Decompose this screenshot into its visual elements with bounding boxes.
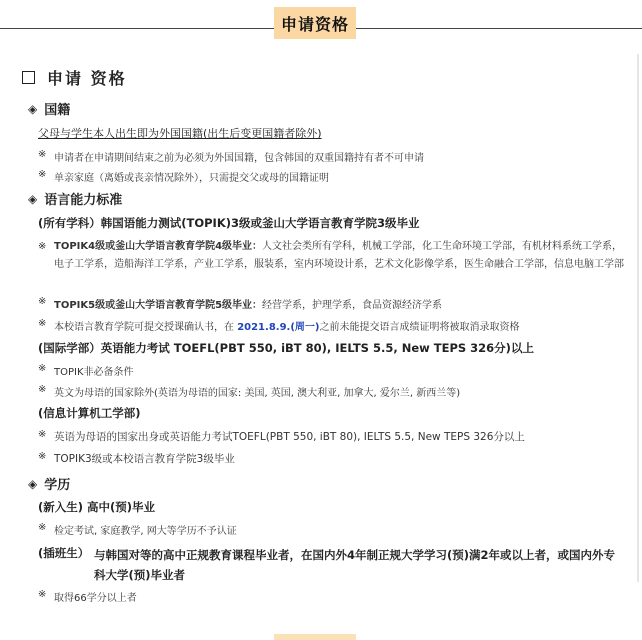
note-item (38, 384, 460, 399)
note-text: TOPIK非必备条件 (54, 367, 134, 378)
note-mark-icon: ※ (38, 589, 47, 600)
note-item (38, 363, 134, 378)
header-bar (0, 0, 642, 46)
note-mark-icon: ※ (38, 149, 47, 160)
section-heading-text: 学历 (44, 478, 71, 493)
education-freshman: (新入生) 高中(预)毕业 (38, 500, 156, 514)
note-item (38, 522, 237, 537)
topik5-majors: 经营学系，护理学系，食品资源经济学系 (262, 300, 443, 311)
language-it: (信息计算机工学部) (38, 406, 141, 420)
page-title-text: 申请 资格 (47, 69, 127, 88)
education-transfer-label: (插班生） (38, 546, 90, 560)
education-transfer-text: 与韩国对等的高中正规教育课程毕业者，在国内外4年制正规大学学习(预)满2年或以上者，或国内外专科大学(预)毕业者 (94, 548, 616, 582)
note-text: 英文为母语的国家除外(英语为母语的国家: 美国, 英国, 澳大利亚, 加拿大, 爱尔兰, 新西兰等) (54, 388, 461, 399)
deadline-suffix: 之前未能提交语言成绩证明将被取消录取资格 (319, 322, 520, 333)
note-text-block (54, 318, 519, 333)
page-title (22, 66, 127, 89)
header-title: 申请资格 (274, 7, 356, 39)
deadline-prefix: 本校语言教育学院可提交授课确认书，在 (54, 322, 234, 333)
topik5-label: TOPIK5级或釜山大学语言教育学院5级毕业： (54, 300, 263, 311)
topik4-label: TOPIK4级或釜山大学语言教育学院4级毕业： (54, 241, 263, 252)
diamond-bullet-icon: ◈ (28, 476, 38, 491)
note-mark-icon: ※ (38, 241, 47, 252)
note-mark-icon: ※ (38, 363, 47, 374)
note-text: 取得66学分以上者 (54, 593, 137, 604)
section-heading-text: 语言能力标准 (44, 193, 123, 208)
note-item (38, 296, 442, 311)
section-heading-text: 国籍 (44, 103, 71, 118)
note-mark-icon: ※ (38, 429, 47, 440)
note-mark-icon: ※ (38, 296, 47, 307)
note-text-block (54, 238, 624, 274)
language-intl: (国际学部）英语能力考试 TOEFL(PBT 550, iBT 80), IELTS 5.5, New TEPS 326分)以上 (38, 341, 534, 355)
section-education-heading (28, 474, 70, 493)
note-mark-icon: ※ (38, 169, 47, 180)
nationality-line: 父母与学生本人出生即为外国国籍(出生后变更国籍者除外) (38, 127, 322, 140)
note-text: 英语为母语的国家出身或英语能力考试TOEFL(PBT 550, iBT 80), IELTS 5.5, New TEPS 326分以上 (54, 431, 525, 443)
section-nationality-heading (28, 99, 70, 118)
note-item (38, 169, 329, 184)
note-text: TOPIK3级或本校语言教育学院3级毕业 (54, 453, 235, 465)
note-text-block (54, 296, 442, 311)
note-mark-icon: ※ (38, 522, 47, 533)
note-item (38, 318, 519, 333)
topik4-majors: 人文社会类所有学科，机械工学部，化工生命环境工学部，有机材料系统工学系，电子工学系，造船海洋工学系，产业工学系，服装系，室内环境设计系，艺术文化影像学系，医生命融合工学部，信息电脑工学部 (54, 241, 624, 270)
note-mark-icon: ※ (38, 451, 47, 462)
checkbox-icon (22, 71, 35, 84)
note-item (38, 238, 624, 274)
note-item (38, 589, 137, 604)
section-language-heading (28, 189, 122, 208)
note-item (38, 451, 235, 466)
footer-tab (274, 634, 356, 640)
note-item (38, 429, 525, 444)
note-mark-icon: ※ (38, 318, 47, 329)
note-item (38, 149, 424, 164)
note-mark-icon: ※ (38, 384, 47, 395)
note-text: 申请者在申请期间结束之前为必须为外国国籍，包含韩国的双重国籍持有者不可申请 (54, 153, 424, 164)
note-text: 检定考试, 家庭教学, 网大等学历不予认证 (54, 526, 237, 537)
language-all-majors: (所有学科）韩国语能力测试(TOPIK)3级或釜山大学语言教育学院3级毕业 (38, 216, 420, 230)
deadline-date: 2021.8.9.(周一) (237, 322, 320, 333)
side-divider (637, 54, 639, 582)
note-text: 单亲家庭（离婚或丧亲情况除外），只需提交父或母的国籍证明 (54, 173, 329, 184)
diamond-bullet-icon: ◈ (28, 191, 38, 206)
diamond-bullet-icon: ◈ (28, 101, 38, 116)
